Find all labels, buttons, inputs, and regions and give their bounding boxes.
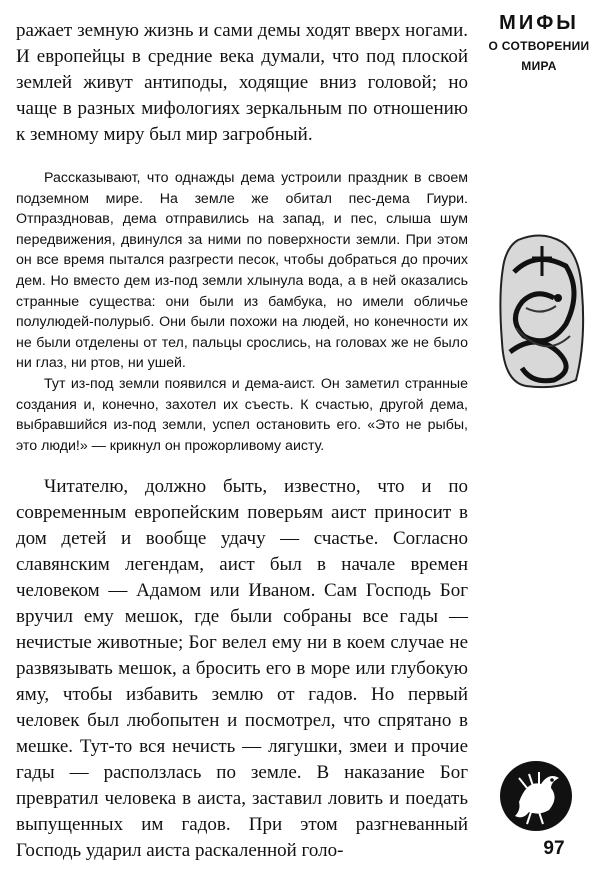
runestone-icon bbox=[496, 232, 588, 392]
section-title: МИФЫ bbox=[499, 12, 579, 34]
legend-paragraph-2: Тут из-под земли появился и дема-аист. Он заметил странные создания и, конечно, захотел их съесть. К счастью, другой дема, выбравшийся из-под земли, успел остановить его. «Это не рыбы, это люди!» — крикнул он прожорливому аисту. bbox=[16, 375, 468, 454]
section-header bbox=[484, 10, 594, 76]
intro-paragraph: ражает земную жизнь и сами демы ходят вверх ногами. И европейцы в средние века думали, что под плоской землей живут антиподы, ходящие вниз головой; но чаще в разных мифологиях зеркальным по отношению к земному миру был мир загробный. bbox=[16, 20, 468, 145]
page-number: 97 bbox=[543, 838, 565, 859]
legend-paragraph-1: Рассказывают, что однажды дема устроили праздник в своем подземном мире. На земле же обитал пес-дема Гиури. Отпраздновав, дема отправились на запад, и пес, слыша шум передвижения, двинулся за ними по поверхности земли. При этом он все время пытался разгрести песок, чтобы добраться до прочих дем. Но вместо дем из-под земли хлынула вода, а в ней оказались странные существа: они были из бамбука, но имели обличье полулюдей-полурыб. Они были похожи на людей, но конечности их не были отделены от тел, пальцы срослись, на головах же не было ни глаз, ни ртов, ни ушей. bbox=[16, 170, 468, 372]
bird-emblem bbox=[497, 758, 575, 834]
main-paragraph: Читателю, должно быть, известно, что и по современным европейским поверьям аист приносит в дом детей и вообще удачу — счастье. Согласно славянским легендам, аист был в начале времен человеком — Адамом или Иваном. Сам Господь Бог вручил ему мешок, где были собраны все гады — нечистые животные; Бог велел ему ни в коем случае не развязывать мешок, а бросить его в море или глубокую яму, чтобы избавить землю от гадов. Но первый человек был любопытен и посмотрел, что спрятано в мешке. Тут-то вся нечисть — лягушки, змеи и прочие гады — расползлась по земле. В наказание Бог превратил человека в аиста, заставил ловить и поедать выпущенных им гадов. При этом разгневанный Господь ударил аиста раскаленной голо- bbox=[16, 476, 468, 862]
runestone-illustration bbox=[496, 232, 588, 392]
section-subtitle-line-2: МИРА bbox=[521, 59, 557, 73]
main-text-column bbox=[16, 18, 468, 864]
section-subtitle-line-1: О СОТВОРЕНИИ bbox=[488, 39, 590, 53]
bird-emblem-icon bbox=[497, 758, 575, 834]
legend-block bbox=[16, 168, 468, 456]
